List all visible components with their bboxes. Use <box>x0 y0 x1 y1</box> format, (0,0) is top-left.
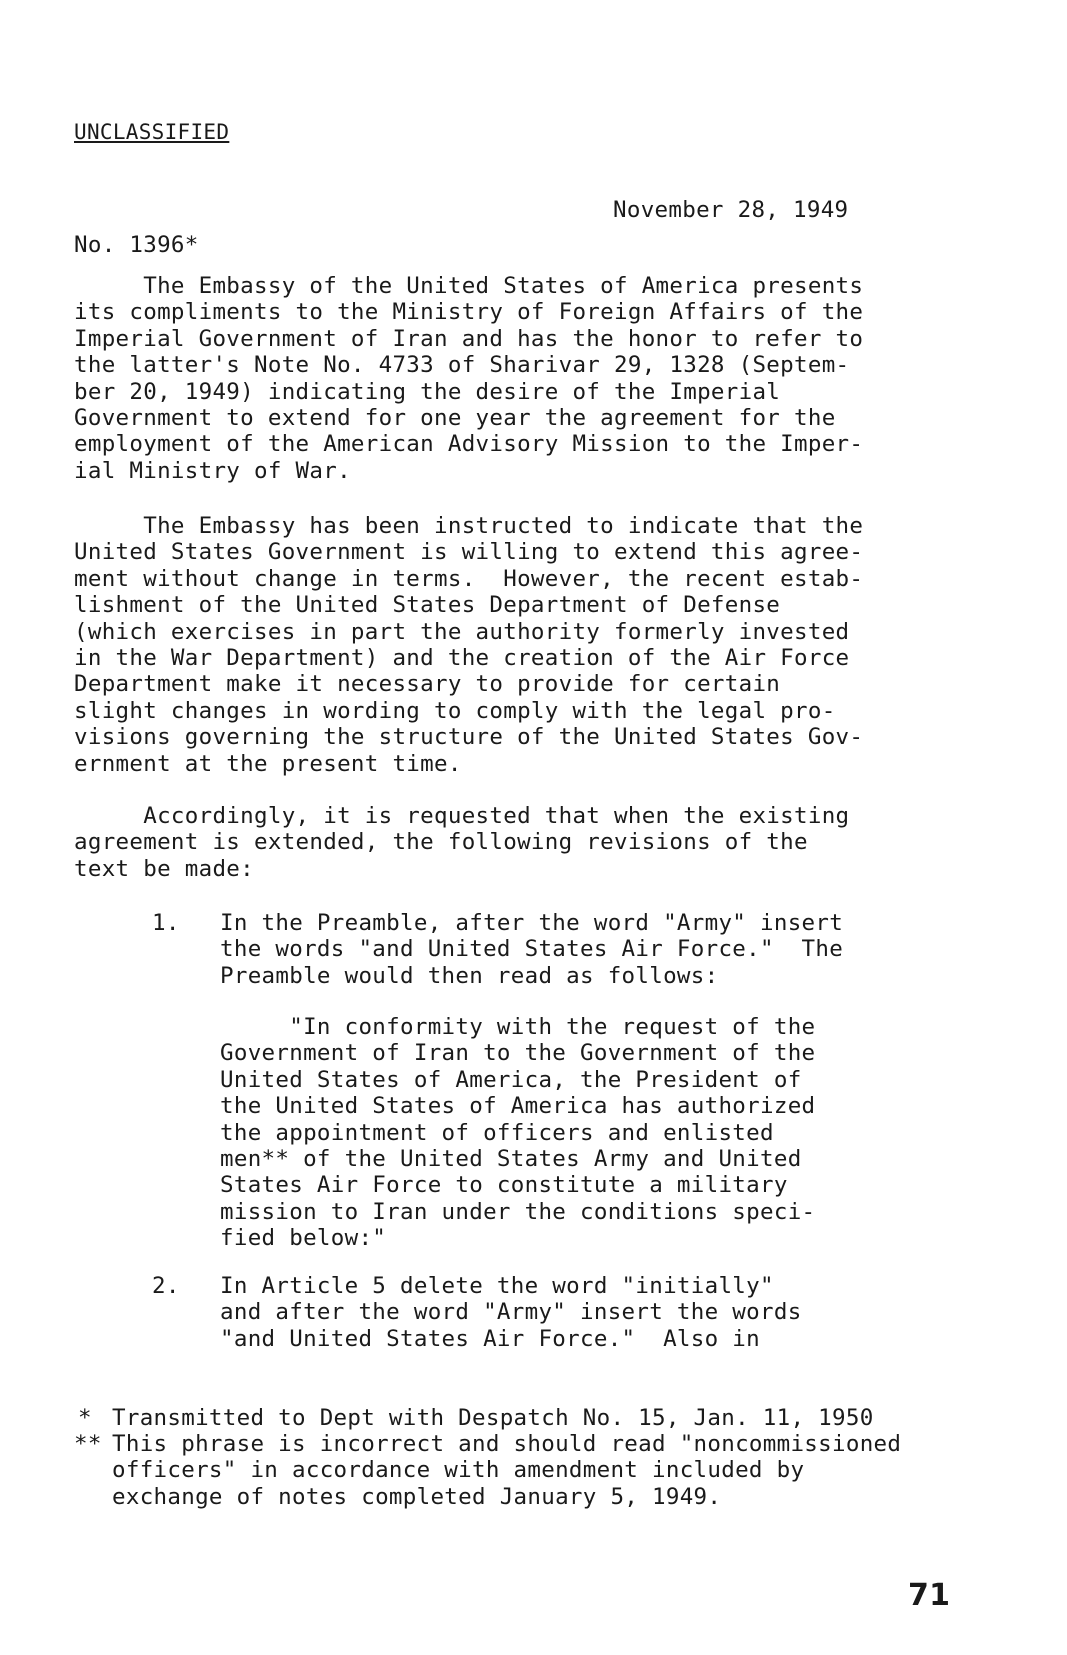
paragraph-instructions: The Embassy has been instructed to indicate that the United States Government is willing to extend this agree- ment without change in terms. However, the recent estab- lishment of the United States Department of Defense (which exercises in part the authority formerly invested in the War Department) and the creation of the Air Force Department make it necessary to provide for certain slight changes in wording to comply with the legal pro- visions governing the structure of the United States Gov- ernment at the present time. <box>74 513 864 777</box>
paragraph-request: Accordingly, it is requested that when the existing agreement is extended, the following revisions of the text be made: <box>74 803 850 882</box>
paragraph-intro: The Embassy of the United States of America presents its compliments to the Ministry of Foreign Affairs of the Imperial Government of Iran and has the honor to refer to the latter's Note No. 4733 of Sharivar 29, 1328 (Septem- ber 20, 1949) indicating the desire of the Imperial Government to extend for one year the agreement for the employment of the American Advisory Mission to the Imper- ial Ministry of War. <box>74 273 864 484</box>
footnote-text: This phrase is incorrect and should read "noncommissioned officers" in accordance with amendment included by exchange of notes completed January 5, 1949. <box>112 1431 902 1510</box>
footnote-mark: * <box>78 1405 92 1431</box>
page-number: 71 <box>908 1578 951 1613</box>
revision-item-text: In the Preamble, after the word "Army" insert the words "and United States Air Force." The Preamble would then read as follows: <box>220 910 844 989</box>
footnote-text: Transmitted to Dept with Despatch No. 15, Jan. 11, 1950 <box>112 1405 874 1431</box>
revision-item-text: In Article 5 delete the word "initially" and after the word "Army" insert the words "and United States Air Force." Also in <box>220 1273 802 1352</box>
note-number: No. 1396* <box>74 232 199 258</box>
document-date: November 28, 1949 <box>613 197 849 223</box>
quoted-preamble: "In conformity with the request of the Government of Iran to the Government of the United States of America, the President of the United States of America has authorized the appointment of officers and enlisted men** of the United States Army and United States Air Force to constitute a military mission to Iran under the conditions speci- fied below:" <box>220 1014 816 1252</box>
classification-label: UNCLASSIFIED <box>74 120 230 144</box>
footnote-mark: ** <box>74 1431 102 1457</box>
revision-item-number: 2. <box>152 1273 180 1299</box>
revision-item-number: 1. <box>152 910 180 936</box>
